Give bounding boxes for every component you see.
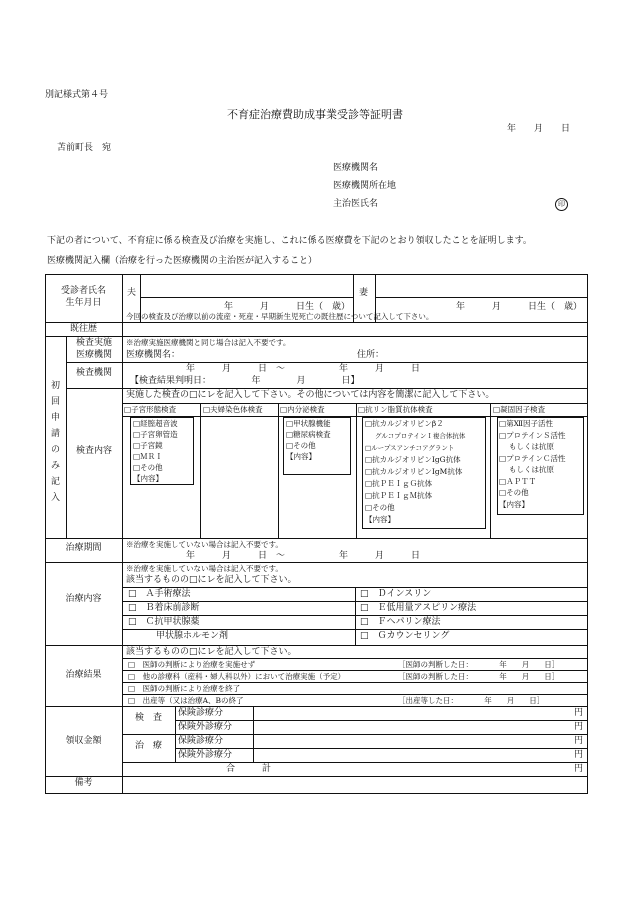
exam-institution-name-field[interactable]: 医療機関名： [126, 350, 181, 360]
treatment-period-note: ※治療を実施していない場合は記入不要です。 [126, 540, 283, 549]
receipts-label: 領収金額 [65, 736, 102, 746]
wife-label: 妻 [359, 288, 369, 298]
exam-item[interactable]: □子宮鏡 [133, 441, 163, 450]
coagulation-items [499, 418, 566, 510]
treatment-b-checkbox[interactable]: □ Ｂ着床前診断 [128, 603, 200, 613]
treatment-g-checkbox[interactable]: □ Ｇカウンセリング [360, 631, 450, 641]
result-other-dept-checkbox[interactable]: □ 他の診療科（産科・婦人科以外）において治療実施（予定） [128, 672, 346, 681]
section-heading: 医療機関記入欄（治療を行った医療機関の主治医が記入すること） [47, 256, 318, 266]
receipts-total-label: 合 計 [225, 764, 271, 774]
husband-name-field[interactable] [141, 278, 352, 296]
statement: 下記の者について、不育症に係る検査及び治療を実施し、これに係る医療費を下記のとおり領収したことを証明します。 [47, 236, 532, 246]
exam-item[interactable]: □抗ＰＥＩｇＧ抗体 [365, 479, 433, 488]
treat-insured-label: 保険診療分 [178, 736, 224, 746]
exam-item-sub: グルコプロテインＩ複合体抗体 [375, 432, 466, 440]
exam-item[interactable]: □その他 [499, 488, 529, 497]
exam-item[interactable]: □抗カルジオリピンIgG抗体 [365, 455, 461, 464]
treatment-e-checkbox[interactable]: □ Ｅ低用量アスピリン療法 [360, 603, 477, 613]
remarks-field[interactable] [123, 777, 587, 793]
treatment-result-note: 該当するものの□にレを記入して下さい。 [126, 647, 297, 657]
treatment-period-field[interactable]: 年 月 日 ～ 年 月 日 [186, 551, 421, 561]
exam-institution-address-field[interactable]: 住所： [357, 350, 385, 360]
institution-address-label: 医療機関所在地 [333, 181, 397, 191]
exam-item-sub: もしくは抗原 [509, 465, 554, 474]
result-other-dept-date[interactable]: ［医師の判断した日： 年 月 日］ [398, 672, 560, 681]
treat-uninsured-yen[interactable]: 円 [574, 750, 584, 760]
form-number: 別記様式第４号 [45, 90, 109, 100]
husband-label: 夫 [127, 288, 137, 298]
exam-result-date-field[interactable]: 【検査結果判明日： 年 月 日】 [130, 376, 360, 386]
addressee: 苫前町長 宛 [57, 143, 112, 153]
treat-uninsured-label: 保険外診療分 [178, 750, 233, 760]
exam-content-note: 実施した検査の□にレを記入して下さい。その他については内容を簡潔に記入して下さい。 [126, 390, 495, 400]
result-not-treated-date[interactable]: ［医師の判断した日： 年 月 日］ [398, 660, 560, 669]
endocrine-items [286, 418, 331, 462]
result-birth-checkbox[interactable]: □ 出産等（又は治療A、Bの終了 [128, 696, 244, 705]
exam-item: 【内容】 [133, 474, 163, 483]
seal-icon: 印 [555, 198, 568, 211]
exam-insured-label: 保険診療分 [178, 708, 224, 718]
treatment-a-checkbox[interactable]: □ Ａ手術療法 [128, 589, 191, 599]
treatment-content-label: 治療内容 [65, 594, 102, 604]
exam-institution-label1: 検査実施 [75, 338, 112, 348]
exam-institution-note: ※治療実施医療機関と同じ場合は記入不要です。 [126, 338, 291, 347]
exam-item[interactable]: □子宮卵管造 [133, 430, 178, 439]
exam-item[interactable]: □抗ＰＥＩｇＭ抗体 [365, 491, 433, 500]
history-label: 既往歴 [69, 324, 97, 334]
result-ended-checkbox[interactable]: □ 医師の判断により治療を終了 [128, 684, 241, 693]
receipts-total-yen[interactable]: 円 [574, 764, 584, 774]
exam-institution-label2: 医療機関 [75, 350, 112, 360]
treatment-period-label: 治療期間 [65, 543, 102, 553]
exam-period-label: 検査機関 [75, 368, 112, 378]
exam-item[interactable]: □プロテインＳ活性 [499, 430, 566, 440]
patient-name-label: 受診者氏名 [60, 286, 106, 296]
remarks-label: 備考 [74, 778, 93, 788]
treat-insured-yen[interactable]: 円 [574, 736, 584, 746]
exam-item: 【内容】 [286, 452, 316, 461]
exam-uninsured-label: 保険外診療分 [178, 722, 233, 732]
husband-birthdate-field[interactable]: 年 月 日生（ 歳） [224, 302, 351, 312]
uterine-form-items [133, 418, 178, 484]
antiphospholipid-items [365, 418, 465, 526]
treatment-c-checkbox[interactable]: □ Ｃ抗甲状腺薬 [128, 617, 200, 627]
exam-item[interactable]: □その他 [286, 441, 316, 450]
receipts-treat-label: 治 療 [134, 741, 162, 751]
exam-endocrine-checkbox[interactable]: □内分泌検査 [280, 405, 325, 414]
exam-item[interactable]: □ＭＲＩ [133, 452, 163, 461]
treatment-f-checkbox[interactable]: □ Ｆヘパリン療法 [360, 617, 441, 627]
birthdate-label: 生年月日 [65, 298, 102, 308]
exam-content-label: 検査内容 [75, 446, 112, 456]
exam-chromosome-checkbox[interactable]: □夫婦染色体検査 [203, 405, 263, 414]
exam-item[interactable]: □糖尿病検査 [286, 430, 331, 439]
treatment-c-sub-label: 甲状腺ホルモン剤 [156, 631, 229, 641]
exam-item[interactable]: □甲状腺機能 [286, 419, 331, 428]
treatment-content-note2: 該当するものの□にレを記入して下さい。 [126, 575, 297, 585]
history-note: 今回の検査及び治療以前の流産・死産・早期新生児死亡の既往歴について記入して下さい。 [126, 312, 434, 321]
first-only-side-label: 初 回 申 請 の み 記 入 [50, 381, 60, 503]
exam-item[interactable]: □プロテインＣ活性 [499, 453, 566, 463]
exam-uninsured-yen[interactable]: 円 [574, 722, 584, 732]
exam-insured-yen[interactable]: 円 [574, 708, 584, 718]
treatment-result-label: 治療結果 [65, 670, 102, 680]
exam-uterine-form-checkbox[interactable]: □子宮形態検査 [124, 405, 177, 414]
exam-item[interactable]: □抗カルジオリピンIgM抗体 [365, 467, 463, 476]
result-not-treated-checkbox[interactable]: □ 医師の判断により治療を実施せず [128, 660, 256, 669]
page-title: 不育症治療費助成事業受診等証明書 [227, 108, 403, 121]
exam-item[interactable]: □ループスアンチコアグラント [365, 444, 455, 452]
exam-period-field[interactable]: 年 月 日 ～ 年 月 日 [186, 364, 421, 374]
receipts-exam-label: 検 査 [134, 713, 162, 723]
wife-name-field[interactable] [376, 278, 587, 296]
exam-item[interactable]: □第Ⅻ因子活性 [499, 419, 553, 428]
exam-item[interactable]: □その他 [365, 503, 395, 512]
result-birth-date[interactable]: ［出産等した日： 年 月 日］ [398, 696, 545, 705]
exam-item[interactable]: □経膣超音波 [133, 419, 178, 428]
treatment-content-note1: ※治療を実施していない場合は記入不要です。 [126, 564, 283, 573]
exam-coagulation-checkbox[interactable]: □凝固因子検査 [493, 405, 546, 414]
exam-item[interactable]: □抗カルジオリピンβ２ [365, 419, 444, 428]
exam-item: 【内容】 [365, 515, 395, 524]
exam-item-sub: もしくは抗原 [509, 442, 554, 451]
exam-item[interactable]: □その他 [133, 463, 163, 472]
exam-item: 【内容】 [499, 499, 529, 509]
institution-name-label: 医療機関名 [333, 163, 379, 173]
treatment-d-checkbox[interactable]: □ Ｄインスリン [360, 589, 432, 599]
exam-antiphospholipid-checkbox[interactable]: □抗リン脂質抗体検査 [358, 405, 433, 414]
date-line: 年 月 日 [507, 124, 571, 134]
doctor-name-label: 主治医氏名 [333, 199, 379, 209]
wife-birthdate-field[interactable]: 年 月 日生（ 歳） [456, 302, 583, 312]
exam-item[interactable]: □ＡＰＴＴ [499, 476, 537, 486]
